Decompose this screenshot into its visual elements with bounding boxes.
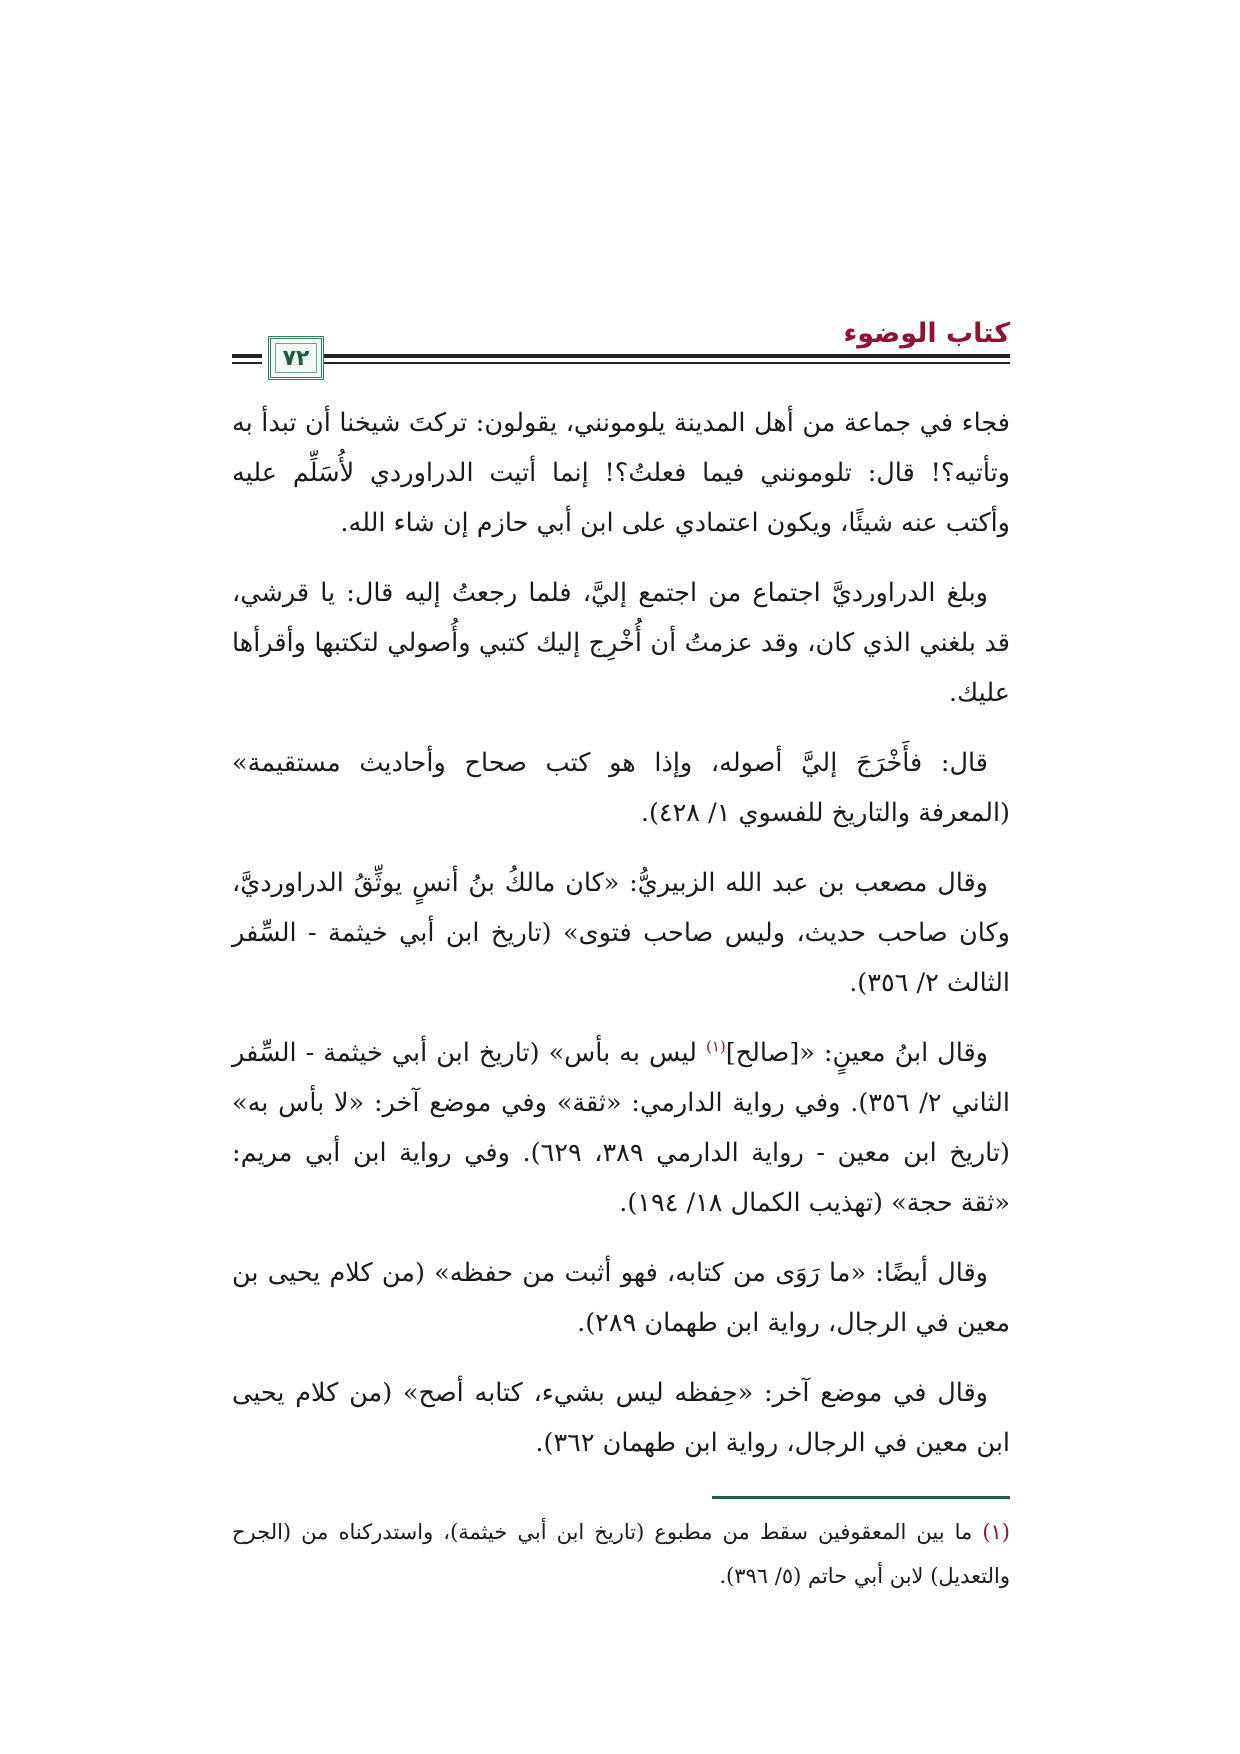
paragraph: فجاء في جماعة من أهل المدينة يلومونني، يقولون: تركتَ شيخنا أن تبدأ به وتأتيه؟! قال: تلومونني فيما فعلتُ؟! إنما أتيت الدراوردي لأُسَلِّم عليه وأكتب عنه شيئًا، ويكون اعتمادي على ابن أبي حازم إن شاء الله. <box>232 408 1010 538</box>
page-header <box>232 318 1010 378</box>
paragraph: قال: فأَخْرَجَ إليَّ أصوله، وإذا هو كتب صحاح وأحاديث مستقيمة» (المعرفة والتاريخ للفسوي ١/ ٤٢٨). <box>232 748 1010 828</box>
header-rule <box>280 354 1010 358</box>
footnote-marker: (١) <box>982 1520 1010 1544</box>
paragraph: وقال مصعب بن عبد الله الزبيريُّ: «كان مالكُ بنُ أنسٍ يوثِّقُ الدراورديَّ، وكان صاحب حديث، وليس صاحب فتوى» (تاريخ ابن أبي خيثمة - السِّفر الثالث ٢/ ٣٥٦). <box>232 868 1010 998</box>
paragraph-text: وقال ابنُ معينٍ: «[صالح] <box>725 1038 988 1068</box>
footnote-separator <box>712 1496 1010 1499</box>
header-rule-thin <box>280 362 1010 364</box>
page-number: ٧٢ <box>282 345 310 371</box>
paragraph: وقال أيضًا: «ما رَوَى من كتابه، فهو أثبت من حفظه» (من كلام يحيى بن معين في الرجال، رواية ابن طهمان ٢٨٩). <box>232 1258 1010 1338</box>
paragraph: وبلغ الدراورديَّ اجتماع من اجتمع إليَّ، فلما رجعتُ إليه قال: يا قرشي، قد بلغني الذي كان، وقد عزمتُ أن أُخْرِج إليك كتبي وأُصولي لتكتبها وأقرأها عليك. <box>232 578 1010 708</box>
page-number-badge <box>268 336 324 380</box>
header-rule-left-thin <box>232 362 262 364</box>
footnote-ref[interactable]: (١) <box>705 1037 726 1056</box>
footnote-text: ما بين المعقوفين سقط من مطبوع (تاريخ ابن أبي خيثمة)، واستدركناه من (الجرح والتعديل) لابن أبي حاتم (٥/ ٣٩٦). <box>232 1520 1010 1588</box>
book-title: كتاب الوضوء <box>843 318 1010 349</box>
paragraph: وقال في موضع آخر: «حِفظه ليس بشيء، كتابه أصح» (من كلام يحيى ابن معين في الرجال، رواية ابن طهمان ٣٦٢). <box>232 1378 1010 1458</box>
header-rule-left <box>232 354 262 358</box>
paragraph-with-footnote-ref <box>232 1028 1010 1228</box>
footnotes <box>232 1510 1010 1598</box>
main-text <box>232 398 1010 1488</box>
paragraph-text: ليس به بأس» (تاريخ ابن أبي خيثمة - السِّفر الثاني ٢/ ٣٥٦). وفي رواية الدارمي: «ثقة» وفي موضع آخر: «لا بأس به» (تاريخ ابن معين - رواية الدارمي ٣٨٩، ٦٢٩). وفي رواية ابن أبي مريم: «ثقة حجة» (تهذيب الكمال ١٨/ ١٩٤). <box>232 1038 1011 1218</box>
